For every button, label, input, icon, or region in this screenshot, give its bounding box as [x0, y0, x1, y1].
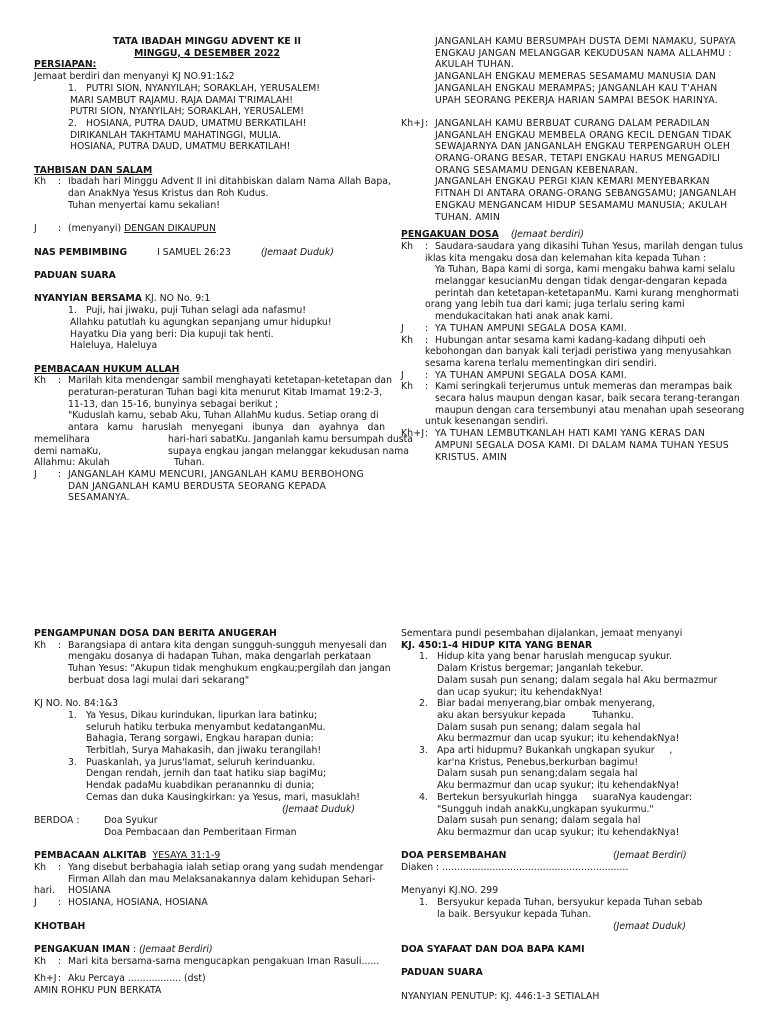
alkitab-heading: PEMBACAAN ALKITAB YESAYA 31:1-9: [34, 850, 221, 862]
hukum-cont-line: ENGKAU JANGAN MELANGGAR KEKUDUSAN NAMA ALLAHMU :: [435, 47, 732, 59]
iman-heading: PENGAKUAN IMAN : (Jemaat Berdiri): [34, 943, 213, 955]
alkitab-kh-line: Firman Allah dan mau Melaksanakannya dalam kehidupan Sehari-: [68, 873, 376, 885]
tahbisan-heading: TAHBISAN DAN SALAM: [34, 164, 153, 176]
nyanyian-line: 1. Puji, hai jiwaku, puji Tuhan selagi ada nafasmu!: [68, 305, 307, 317]
hukum-cont-line: JANGANLAH KAMU BERSUMPAH DUSTA DEMI NAMAKU, SUPAYA: [435, 36, 736, 47]
pengakuan-kh-line: Ya Tuhan, Bapa kami di sorga, kami mengaku bahwa kami selalu: [435, 264, 736, 276]
nyanyian-line: Haleluya, Haleluya: [70, 340, 158, 352]
kj450-line: "Sungguh indah anakKu,ungkapan syukurmu.": [437, 803, 654, 815]
kj-84: KJ NO. No. 84:1&3: [34, 698, 119, 710]
pengakuan-kh-line: kebohongan dan banyak kali terjadi peristiwa yang menyusahkan: [425, 346, 732, 358]
pengakuan-dosa-heading: PENGAKUAN DOSA (Jemaat berdiri): [401, 229, 584, 241]
pengampunan-kh-line: mengaku dosanya di hadapan Tuhan, maka dengarlah perkataan: [68, 651, 371, 663]
pengakuan-j2: J : YA TUHAN AMPUNI SEGALA DOSA KAMI.: [401, 369, 627, 381]
kj450-line: Aku bermazmur dan ucap syukur; itu kehendakNya!: [437, 780, 680, 792]
kj84-line: Hendak padaMu kuabdikan peranannku di dunia;: [86, 780, 315, 792]
pengampunan-kh: Kh : Barangsiapa di antara kita dengan sungguh-sungguh menyesali dan: [34, 639, 387, 651]
pengampunan-kh-line: Tuhan Yesus: "Akupun tidak menghukum engkau;pergilah dan jangan: [68, 663, 391, 675]
kj450-line: Dalam susah pun senang; dalam segala hal: [437, 815, 641, 827]
amin-line: AMIN ROHKU PUN BERKATA: [34, 985, 162, 997]
pengakuan-khj-line: KRISTUS. AMIN: [435, 451, 508, 463]
kj84-line: seluruh hatiku terbuka menyambut kedatanganMu.: [86, 721, 326, 733]
document-title: TATA IBADAH MINGGU ADVENT KE II: [113, 36, 301, 47]
pengakuan-kh-line: iklas kita mengaku dosa dan kelemahan kita kepada Tuhan :: [425, 252, 707, 264]
kj450-line: 4. Bertekun bersyukurlah hingga suaraNya kaudengar:: [419, 791, 693, 803]
tahbisan-kh-line: dan AnakNya Yesus Kristus dan Roh Kudus.: [68, 188, 269, 200]
pengakuan-kh-line: untuk kesenangan sendiri.: [425, 416, 549, 428]
kj84-line: 1. Ya Yesus, Dikau kurindukan, lipurkan lara batinku;: [68, 709, 318, 721]
pengakuan-j: J : YA TUHAN AMPUNI SEGALA DOSA KAMI.: [401, 322, 627, 334]
kj450-line: Dalam susah pun senang; dalam segala hal: [437, 721, 641, 733]
pengakuan-khj-line: AMPUNI SEGALA DOSA KAMI. DI DALAM NAMA TUHAN YESUS: [435, 439, 729, 451]
iman-khj: Kh+J : Aku Percaya .................. (dst): [34, 973, 206, 985]
song2-line: 2. HOSIANA, PUTRA DAUD, UMATMU BERKATILAH!: [68, 117, 307, 129]
hukum-kh-line: peraturan-peraturan Tuhan bagi kita menurut Kitab Imamat 19:2-3,: [68, 387, 383, 398]
kj450-line: Dalam susah pun senang; dalam segala hal Aku bermazmur: [437, 674, 718, 686]
hukum-khj-line: TUHAN. AMIN: [435, 211, 500, 223]
kj84-line: Bahagia, Terang sorgawi, Engkau harapan dunia:: [86, 733, 314, 745]
hukum-khj-line: ORANG-ORANG BESAR, TETAPI ENGKAU HARUS MENGADILI: [435, 153, 721, 165]
pengakuan-kh2: Kh : Hubungan antar sesama kami kadang-kadang dihputi oeh: [401, 334, 706, 346]
kj450-line: kar'na Kristus, Penebus,berkurban bagimu!: [437, 756, 639, 768]
pengakuan-kh-line: mendukacitakan hati anak anak kami.: [435, 311, 613, 323]
kj84-line: Terbitlah, Surya Mahakasih, dan jiwaku terangilah!: [86, 745, 322, 757]
alkitab-kh-end: hari. HOSIANA: [34, 885, 111, 897]
top-left-column: [34, 36, 413, 504]
iman-kh: Kh : Mari kita bersama-sama mengucapkan pengakuan Iman Rasuli......: [34, 955, 380, 967]
hukum-cont-line: JANGANLAH ENGKAU MEMERAS SESAMAMU MANUSIA DAN: [435, 71, 717, 83]
hukum-cont-line: AKULAH TUHAN.: [435, 59, 515, 71]
nyanyian-line: Allahku patutlah ku agungkan sepanjang umur hidupku!: [70, 316, 332, 328]
kj84-line: 3. Puaskanlah, ya Jurus'lamat, seluruh kerinduanku.: [68, 756, 316, 768]
kj450-line: aku akan bersyukur kepada Tuhanku.: [437, 709, 634, 721]
hukum-split-row: demi namaKu, supaya engkau jangan melanggar kekudusan nama: [34, 445, 409, 457]
persembahan-heading: DOA PERSEMBAHAN (Jemaat Berdiri): [401, 850, 687, 862]
hukum-khj-line: JANGANLAH ENGKAU PERGI KIAN KEMARI MENYEBARKAN: [435, 176, 710, 188]
pengakuan-kh-line: perintah dan ketetapan-ketetapanMu. Kami kurang menghormati: [435, 287, 739, 299]
hukum-khj-line: ENGKAU MENGANCAM HIDUP SESAMAMU MANUSIA; AKULAH: [435, 199, 728, 211]
hukum-khj: Kh+J : JANGANLAH KAMU BERBUAT CURANG DALAM PERADILAN: [401, 117, 710, 129]
hukum-j: J : JANGANLAH KAMU MENCURI, JANGANLAH KAMU BERBOHONG: [34, 468, 364, 480]
song2-line: DIRIKANLAH TAKHTAMU MAHATINGGI, MULIA.: [70, 129, 281, 141]
pengakuan-kh-line: maupun dengan cara tersembunyi atau menahan upah seseorang: [435, 404, 745, 416]
kj450-line: Dalam Kristus bergemar; Janganlah tekebur.: [437, 663, 644, 675]
pengampunan-heading: PENGAMPUNAN DOSA DAN BERITA ANUGERAH: [34, 628, 277, 639]
hukum-cont-line: UPAH SEORANG PEKERJA HARIAN SAMPAI BESOK HARINYA.: [435, 94, 718, 106]
song1-line: PUTRI SION, NYANYILAH; SORAKLAH, YERUSALEM!: [70, 106, 305, 118]
bottom-left-column: [34, 628, 391, 997]
kj84-note: (Jemaat Duduk): [282, 803, 355, 815]
pengakuan-khj: Kh+J : YA TUHAN LEMBUTKANLAH HATI KAMI YANG KERAS DAN: [401, 428, 706, 440]
hukum-kh-line: "Kuduslah kamu, sebab Aku, Tuhan AllahMu kudus. Setiap orang di: [68, 410, 379, 422]
alkitab-j: J : HOSIANA, HOSIANA, HOSIANA: [34, 897, 208, 909]
persiapan-note: Jemaat berdiri dan menyanyi KJ NO.91:1&2: [34, 71, 235, 83]
hukum-split-row: memelihara hari-hari sabatKu. Janganlah kamu bersumpah dusta: [34, 433, 413, 445]
persembahan-intro: Sementara pundi pesembahan dijalankan, jemaat menyanyi: [401, 628, 683, 639]
bottom-right-column: [401, 628, 747, 1002]
pengakuan-kh-line: melanggar kesucianMu dengan tidak dengar-dengaran kepada: [435, 276, 728, 288]
kj299-heading: Menyanyi KJ.NO. 299: [401, 885, 499, 897]
penutup-line: NYANYIAN PENUTUP: KJ. 446:1-3 SETIALAH: [401, 990, 600, 1002]
pengakuan-kh-line: sesama karena terlalu mementingkan diri sendiri.: [425, 357, 657, 369]
berdoa-row: Doa Pembacaan dan Pemberitaan Firman: [104, 826, 297, 838]
kj299-note: (Jemaat Duduk): [613, 920, 686, 932]
song2-line: HOSIANA, PUTRA DAUD, UMATMU BERKATILAH!: [70, 141, 291, 153]
kj450-line: 2. Biar badai menyerang,biar ombak menyerang,: [419, 698, 656, 710]
nyanyian-line: Hayatku Dia yang beri: Dia kupuji tak henti.: [70, 328, 274, 340]
hukum-khj-line: JANGANLAH ENGKAU MEMBELA ORANG KECIL DENGAN TIDAK: [435, 129, 732, 141]
nyanyian-bersama: NYANYIAN BERSAMA KJ. NO No. 9:1: [34, 293, 211, 305]
hukum-kh-line: 11-13, dan 15-16, bunyinya sebagai berikut ;: [68, 398, 279, 410]
nas-pembimbing: NAS PEMBIMBING I SAMUEL 26:23 (Jemaat Duduk): [34, 246, 334, 258]
diaken-line: Diaken : ...............................................................: [401, 862, 629, 874]
paduan-suara: PADUAN SUARA: [34, 270, 116, 281]
alkitab-kh: Kh : Yang disebut berbahagia ialah setiap orang yang sudah mendengar: [34, 862, 384, 874]
hukum-j-line: DAN JANGANLAH KAMU BERDUSTA SEORANG KEPADA: [68, 480, 327, 492]
tahbisan-kh: Kh : Ibadah hari Minggu Advent II ini ditahbiskan dalam Nama Allah Bapa,: [34, 176, 391, 188]
hukum-kh-line: antara kamu haruslah menyegani ibunya dan ayahnya dan: [68, 422, 385, 434]
kj299-line: la baik. Bersyukur kepada Tuhan.: [437, 908, 592, 920]
hukum-kh: Kh : Marilah kita mendengar sambil menghayati ketetapan-ketetapan dan: [34, 375, 392, 387]
hukum-khj-line: SEWAJARNYA DAN JANGANLAH ENGKAU TERPENGARUH OLEH: [435, 141, 731, 153]
persiapan-heading: PERSIAPAN:: [34, 59, 97, 71]
song1-line: MARI SAMBUT RAJAMU. RAJA DAMAI T'RIMALAH!: [70, 94, 293, 106]
hukum-split-row: Allahmu: Akulah Tuhan.: [34, 457, 205, 469]
kj450-line: dan ucap syukur; itu kehendakNya!: [437, 686, 603, 698]
kj84-line: Dengan rendah, jernih dan taat hatiku siap bagiMu;: [86, 768, 327, 780]
hukum-j-line: SESAMANYA.: [68, 492, 130, 504]
kj450-heading: KJ. 450:1-4 HIDUP KITA YANG BENAR: [401, 639, 593, 651]
hukum-khj-line: FITNAH DI ANTARA ORANG-ORANG SEBANGSAMU; JANGANLAH: [435, 188, 737, 200]
pengakuan-kh-line: orang yang lebih tua dari kami; juga terlalu sering kami: [425, 299, 685, 311]
hukum-heading: PEMBACAAN HUKUM ALLAH: [34, 363, 180, 375]
hukum-khj-line: ORANG SESAMAMU DENGAN KEBENARAN.: [435, 164, 638, 176]
syafaat-heading: DOA SYAFAAT DAN DOA BAPA KAMI: [401, 943, 585, 955]
song1-line: 1. PUTRI SION, NYANYILAH; SORAKLAH, YERUSALEM!: [68, 82, 321, 94]
hukum-cont-line: JANGANLAH ENGKAU MERAMPAS; JANGANLAH KAU T'AHAN: [435, 82, 718, 94]
kj84-line: Cemas dan duka Kausingkirkan: ya Yesus, mari, masuklah!: [86, 791, 360, 803]
top-right-column: [401, 36, 747, 463]
paduan-suara-2: PADUAN SUARA: [401, 967, 483, 979]
tahbisan-j: J : (menyanyi) DENGAN DIKAUPUN: [34, 223, 216, 235]
pengakuan-kh3: Kh : Kami seringkali terjerumus untuk memeras dan merampas baik: [401, 381, 733, 393]
kj450-line: Aku bermazmur dan ucap syukur; itu kehendakNya!: [437, 826, 680, 838]
kj450-line: 3. Apa arti hidupmu? Bukankah ungkapan syukur ,: [419, 745, 673, 757]
kj450-line: 1. Hidup kita yang benar haruslah mengucap syukur.: [419, 651, 672, 663]
pengakuan-kh: Kh : Saudara-saudara yang dikasihi Tuhan Yesus, marilah dengan tulus: [401, 240, 744, 252]
kj450-line: Dalam susah pun senang;dalam segala hal: [437, 768, 638, 780]
pengampunan-kh-line: berbuat dosa lagi mulai dari sekarang": [68, 674, 250, 686]
khotbah-heading: KHOTBAH: [34, 920, 86, 932]
berdoa-row: BERDOA : Doa Syukur: [34, 815, 158, 827]
service-date: MINGGU, 4 DESEMBER 2022: [134, 47, 280, 59]
kj299-line: 1. Bersyukur kepada Tuhan, bersyukur kepada Tuhan sebab: [419, 897, 703, 909]
kj450-line: Aku bermazmur dan ucap syukur; itu kehendakNya!: [437, 733, 680, 745]
pengakuan-kh-line: secara halus maupun dengan kasar, baik secara terang-terangan: [435, 393, 740, 405]
tahbisan-kh-line: Tuhan menyertai kamu sekalian!: [68, 199, 220, 211]
